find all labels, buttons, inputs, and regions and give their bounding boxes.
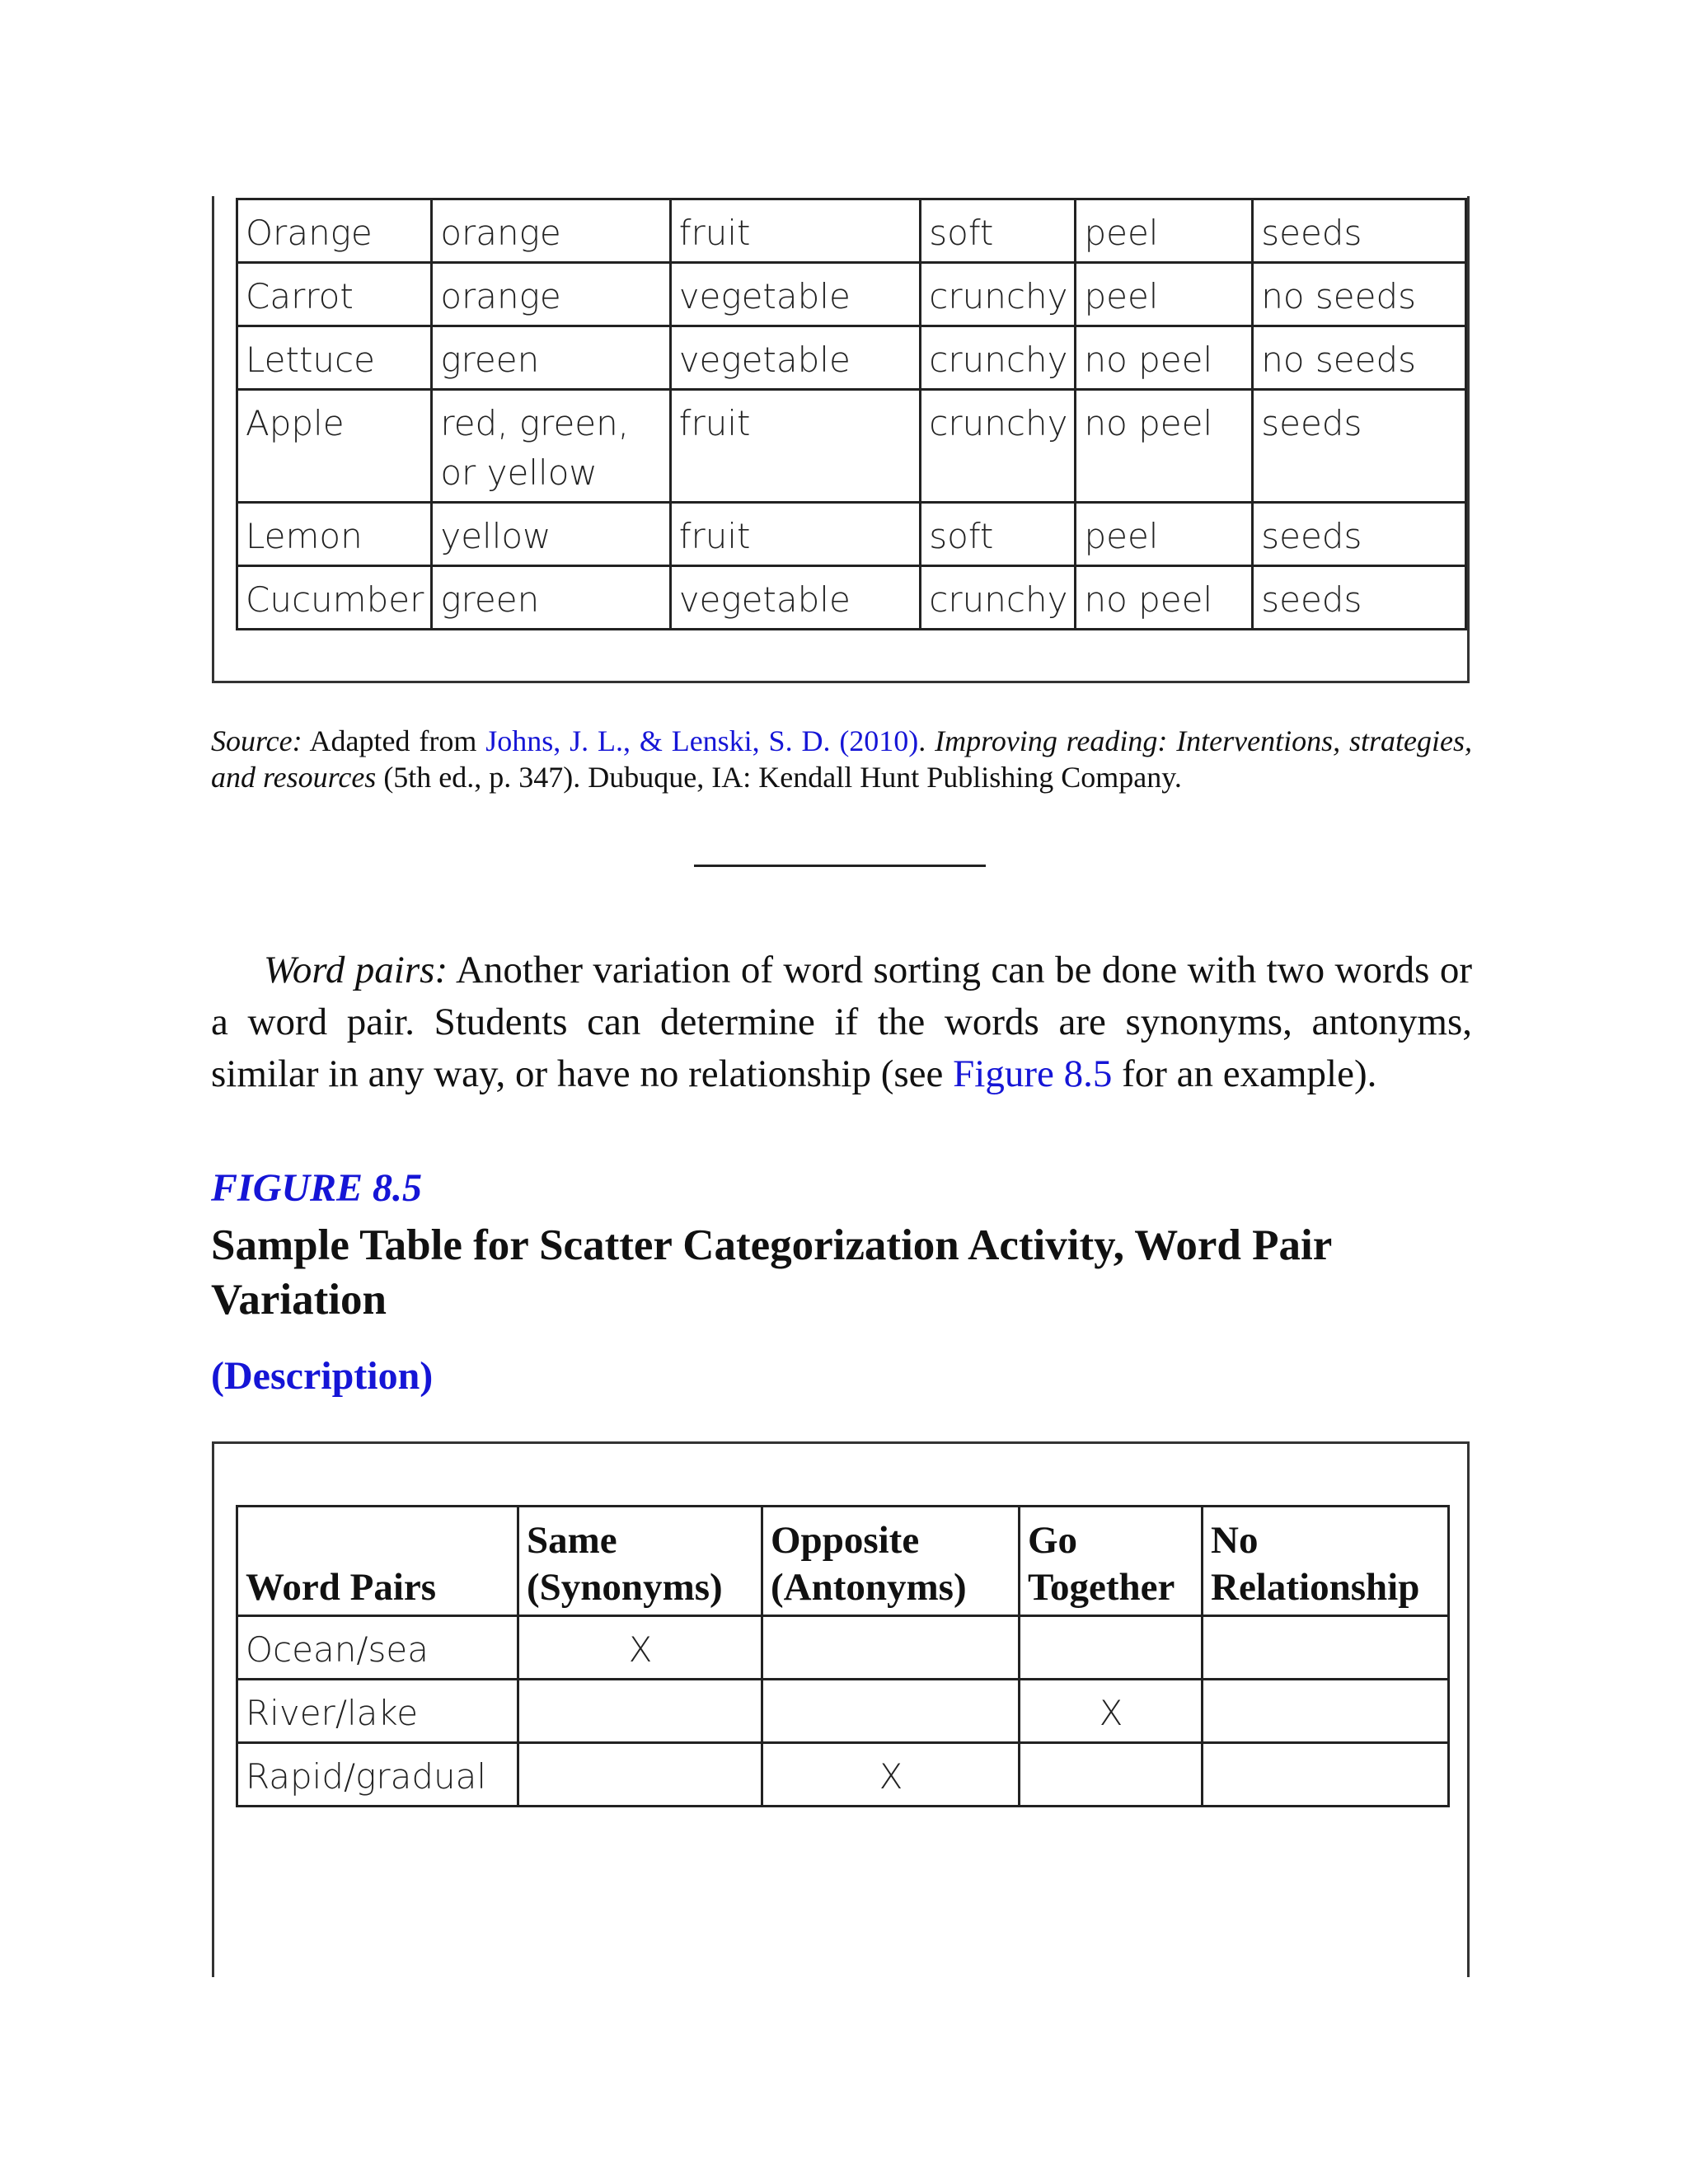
figure-8-5-frame — [212, 1441, 1470, 1977]
source-prefix: Adapted from — [309, 724, 477, 757]
table-cell: vegetable — [670, 566, 921, 630]
table-cell: crunchy — [921, 263, 1076, 326]
table-cell: seeds — [1253, 199, 1466, 263]
table-cell: Cucumber — [237, 566, 432, 630]
table-row — [237, 326, 1466, 390]
table-cell: Lettuce — [237, 326, 432, 390]
table-cell: seeds — [1253, 390, 1466, 503]
header-text: Opposite — [771, 1519, 920, 1562]
section-divider — [694, 865, 986, 867]
body-paragraph — [211, 944, 1472, 1100]
table-cell: Apple — [237, 390, 432, 503]
table-cell: peel — [1076, 199, 1253, 263]
mark-cell — [1203, 1743, 1449, 1807]
header-text: (Antonyms) — [771, 1566, 967, 1609]
mark-cell: X — [1020, 1680, 1203, 1743]
header-text: Together — [1028, 1566, 1175, 1609]
figure-8-5-link[interactable]: Figure 8.5 — [953, 1052, 1113, 1095]
table-cell: green — [432, 566, 670, 630]
citation-period: . — [918, 724, 926, 757]
table-cell: fruit — [670, 503, 921, 566]
source-citation — [211, 723, 1472, 795]
word-pair-cell: River/lake — [237, 1680, 518, 1743]
header-same — [518, 1507, 762, 1616]
table-row — [237, 1680, 1449, 1743]
header-word-pairs — [237, 1507, 518, 1616]
attribute-table — [236, 198, 1467, 630]
header-go-together — [1020, 1507, 1203, 1616]
table-cell: seeds — [1253, 503, 1466, 566]
table-cell: soft — [921, 199, 1076, 263]
header-text: Go — [1028, 1519, 1078, 1562]
table-row — [237, 263, 1466, 326]
table-cell: peel — [1076, 503, 1253, 566]
table-cell: seeds — [1253, 566, 1466, 630]
word-pair-cell: Rapid/gradual — [237, 1743, 518, 1807]
mark-cell: X — [518, 1616, 762, 1680]
table-cell: crunchy — [921, 326, 1076, 390]
table-cell: no seeds — [1253, 326, 1466, 390]
table-cell: no peel — [1076, 390, 1253, 503]
header-text: Relationship — [1211, 1566, 1420, 1609]
header-no-relationship — [1203, 1507, 1449, 1616]
source-label: Source: — [211, 724, 302, 757]
figure-label: FIGURE 8.5 — [211, 1166, 423, 1210]
table-cell: vegetable — [670, 326, 921, 390]
mark-cell — [1020, 1743, 1203, 1807]
word-pair-cell: Ocean/sea — [237, 1616, 518, 1680]
table-cell: orange — [432, 263, 670, 326]
table-cell: peel — [1076, 263, 1253, 326]
mark-cell — [1020, 1616, 1203, 1680]
book-title: Improving reading: Interventions, strategies, and resources — [211, 724, 1473, 794]
mark-cell — [518, 1743, 762, 1807]
table-row — [237, 1616, 1449, 1680]
table-cell: crunchy — [921, 566, 1076, 630]
mark-cell — [1203, 1616, 1449, 1680]
mark-cell — [1203, 1680, 1449, 1743]
figure-8-4-frame — [212, 196, 1470, 683]
table-cell: no peel — [1076, 566, 1253, 630]
table-cell: crunchy — [921, 390, 1076, 503]
table-row — [237, 1743, 1449, 1807]
table-cell: vegetable — [670, 263, 921, 326]
citation-link[interactable]: Johns, J. L., & Lenski, S. D. (2010) — [485, 724, 919, 757]
header-text: (Synonyms) — [527, 1566, 723, 1609]
paragraph-lead: Word pairs: — [264, 949, 448, 991]
table-cell: fruit — [670, 390, 921, 503]
table-cell: no seeds — [1253, 263, 1466, 326]
mark-cell — [762, 1616, 1020, 1680]
table-cell: soft — [921, 503, 1076, 566]
table-cell: yellow — [432, 503, 670, 566]
table-cell: Lemon — [237, 503, 432, 566]
table-cell: Orange — [237, 199, 432, 263]
mark-cell — [762, 1680, 1020, 1743]
table-row — [237, 566, 1466, 630]
table-cell: orange — [432, 199, 670, 263]
table-cell: green — [432, 326, 670, 390]
table-cell: red, green, or yellow — [432, 390, 670, 503]
word-pair-table — [236, 1505, 1450, 1807]
header-text: No — [1211, 1519, 1259, 1562]
figure-title: Sample Table for Scatter Categorization Activity, Word Pair Variation — [211, 1221, 1332, 1324]
table-row — [237, 503, 1466, 566]
table-cell: Carrot — [237, 263, 432, 326]
table-header-row — [237, 1507, 1449, 1616]
description-link[interactable]: (Description) — [211, 1354, 434, 1398]
header-opposite — [762, 1507, 1020, 1616]
mark-cell: X — [762, 1743, 1020, 1807]
table-row — [237, 390, 1466, 503]
table-cell: no peel — [1076, 326, 1253, 390]
citation-details: (5th ed., p. 347). Dubuque, IA: Kendall Hunt Publishing Company. — [383, 761, 1182, 794]
header-text: Same — [527, 1519, 617, 1562]
header-text: Word Pairs — [246, 1566, 437, 1609]
table-row — [237, 199, 1466, 263]
paragraph-text: Another variation of word sorting can be done with two words or a word pair. Students can determine if the words are synonyms, antonyms, similar in any way, or have no relationship (see — [211, 949, 1472, 1095]
paragraph-tail: for an example). — [1122, 1052, 1377, 1095]
mark-cell — [518, 1680, 762, 1743]
table-cell: fruit — [670, 199, 921, 263]
